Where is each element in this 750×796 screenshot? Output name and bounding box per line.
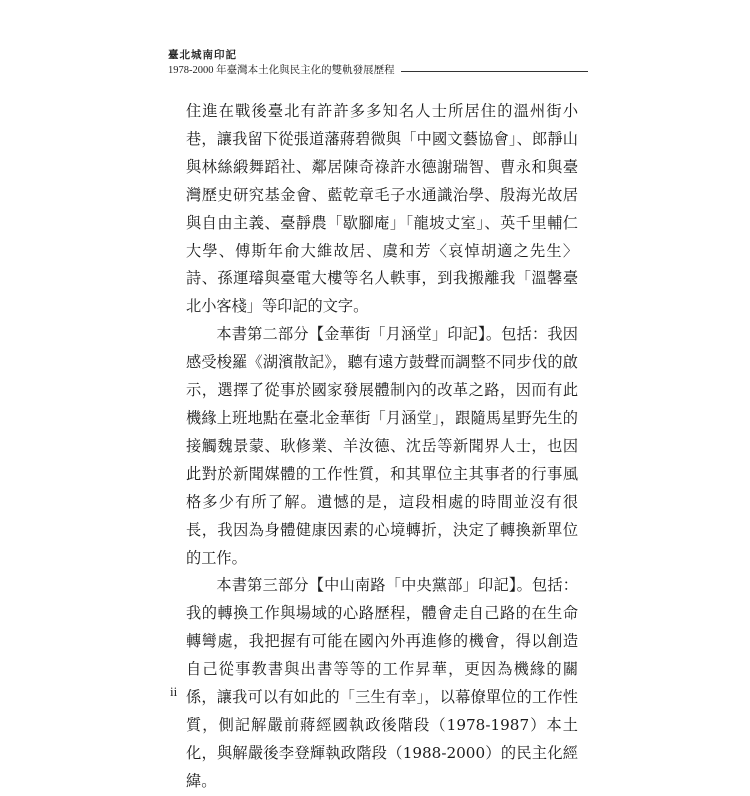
paragraph-1: 住進在戰後臺北有許許多多知名人士所居住的溫州街小巷，讓我留下從張道藩蔣碧微與「中國文藝協會」、郎靜山與林絲緞舞蹈社、鄰居陳奇祿許水德謝瑞智、曹永和與臺灣歷史研究基金會、藍乾章毛子水通識治學、殷海光故居與自由主義、臺靜農「歇腳庵」「龍坡丈室」、英千里輔仁大學、傅斯年俞大維故居、虞和芳〈哀悼胡適之先生〉詩、孫運璿與臺電大樓等名人軼事，到我搬離我「溫馨臺北小客棧」等印記的文字。 — [186, 102, 578, 316]
running-header — [168, 48, 588, 78]
paragraph-3: 本書第三部分【中山南路「中央黨部」印記】。包括：我的轉換工作與場域的心路歷程，體會走自己路的在生命轉彎處，我把握有可能在國內外再進修的機會，得以創造自己從事教書與出書等等的工作昇華，更因為機緣的關係，讓我可以有如此的「三生有幸」，以幕僚單位的工作性質，側記解嚴前蔣經國執政後階段（1978-1987）本土化，與解嚴後李登輝執政階段（1988-2000）的民主化經緯。 — [186, 576, 578, 790]
paragraph-2: 本書第二部分【金華街「月涵堂」印記】。包括：我因感受梭羅《湖濱散記》，聽有遠方鼓聲而調整不同步伐的啟示，選擇了從事於國家發展體制內的改革之路，因而有此機緣上班地點在臺北金華街「月涵堂」，跟隨馬星野先生的接觸魏景蒙、耿修業、羊汝德、沈岳等新聞界人士，也因此對於新聞媒體的工作性質，和其單位主其事者的行事風格多少有所了解。遺憾的是，這段相處的時間並沒有很長，我因為身體健康因素的心境轉折，決定了轉換新單位的工作。 — [186, 325, 578, 567]
body-text — [186, 98, 578, 796]
header-rule — [401, 71, 588, 72]
book-title: 臺北城南印記 — [168, 49, 237, 61]
book-subtitle: 1978-2000 年臺灣本土化與民主化的雙軌發展歷程 — [168, 65, 395, 76]
subtitle-row — [168, 64, 588, 78]
page-number: ii — [170, 684, 178, 699]
